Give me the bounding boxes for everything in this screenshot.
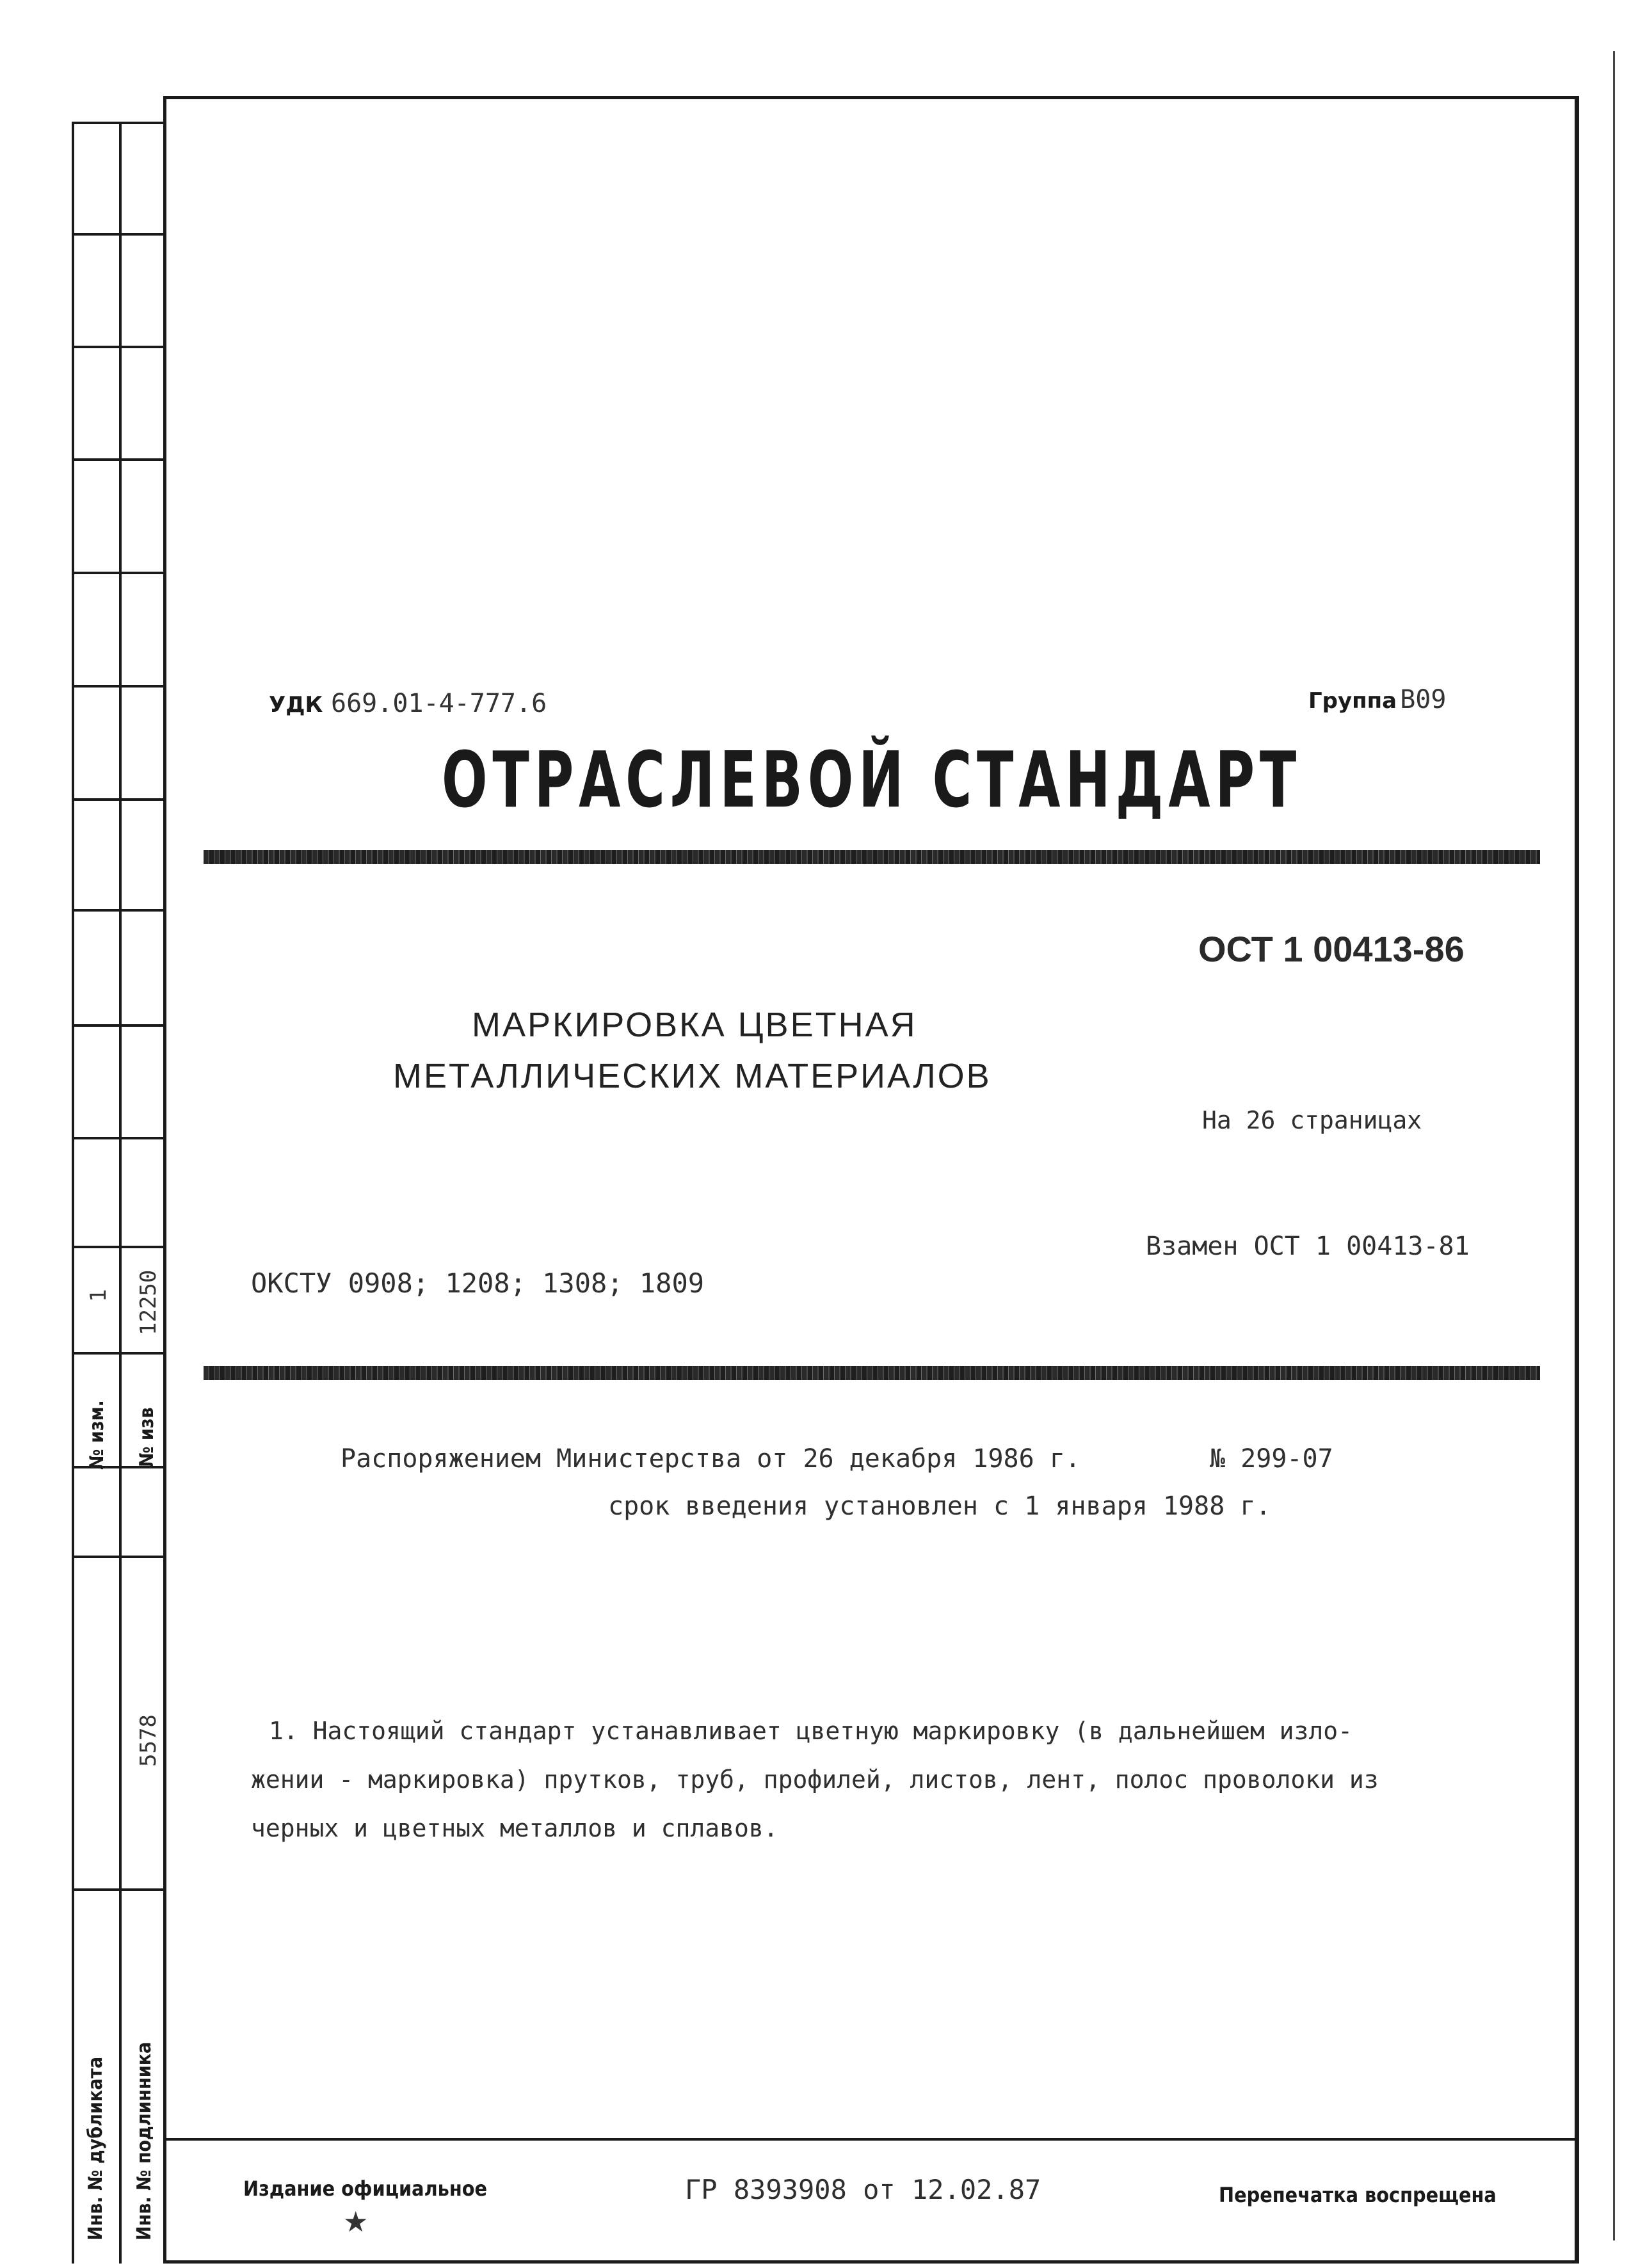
paragraph-line: 1. Настоящий стандарт устанавливает цветную маркировку (в дальнейшем изло-: [269, 1717, 1353, 1745]
page-edge-mark: [1613, 51, 1615, 2240]
star-icon: ★: [343, 2206, 369, 2239]
strip-rule: [72, 122, 166, 124]
document-title: ОТРАСЛЕВОЙ СТАНДАРТ: [442, 736, 1302, 825]
page-count: На 26 страницах: [1202, 1106, 1422, 1134]
paragraph-1: [251, 1707, 1485, 1853]
subject-line-2: МЕТАЛЛИЧЕСКИХ МАТЕРИАЛОВ: [393, 1057, 992, 1095]
strip-rule: [72, 233, 166, 236]
replaces-standard: Взамен ОСТ 1 00413-81: [1146, 1232, 1470, 1261]
strip-rule: [72, 572, 166, 574]
footer-rule: [163, 2138, 1579, 2141]
original-inventory-value: 5578: [136, 1714, 161, 1767]
order-number: № 299-07: [1210, 1444, 1333, 1474]
strip-rule: [72, 798, 166, 801]
order-line-1: Распоряжением Министерства от 26 декабря 1986 г.: [341, 1444, 1080, 1474]
oksty-codes: ОКСТУ 0908; 1208; 1308; 1809: [251, 1267, 705, 1299]
group: [1308, 685, 1446, 714]
udk: [269, 689, 547, 718]
footer-reprint-notice: Перепечатка воспрещена: [1219, 2183, 1497, 2207]
order-line-2: срок введения установлен с 1 января 1988 г.: [608, 1492, 1271, 1521]
strip-rule: [72, 1137, 166, 1139]
footer-official-edition: Издание официальное: [243, 2176, 488, 2201]
paragraph-line: жении - маркировка) прутков, труб, профилей, листов, лент, полос проволоки из: [251, 1765, 1379, 1794]
group-label: Группа: [1308, 688, 1397, 714]
paragraph-line: черных и цветных металлов и сплавов.: [251, 1814, 778, 1842]
subject-line-1: МАРКИРОВКА ЦВЕТНАЯ: [472, 1006, 917, 1044]
header-rule-bar: [204, 1366, 1540, 1380]
change-no-value: 1: [86, 1289, 111, 1302]
strip-rule: [72, 458, 166, 461]
strip-rule: [72, 685, 166, 688]
standard-designation: ОСТ 1 00413-86: [1198, 929, 1465, 969]
duplicate-inventory-label: Инв. № дубликата: [84, 2056, 107, 2240]
strip-rule: [72, 909, 166, 912]
strip-rule: [72, 1556, 166, 1558]
udk-label: УДК: [269, 692, 323, 718]
change-no-label: № изм.: [86, 1400, 108, 1470]
group-value: В09: [1400, 685, 1447, 714]
strip-rule: [72, 1888, 166, 1891]
udk-value: 669.01-4-777.6: [331, 689, 547, 718]
footer-registration: ГР 8393908 от 12.02.87: [685, 2174, 1041, 2205]
strip-rule: [72, 1024, 166, 1027]
notice-no-label: № изв: [136, 1407, 158, 1467]
strip-rule: [72, 1352, 166, 1355]
strip-rule: [72, 346, 166, 348]
title-rule-bar: [204, 850, 1540, 864]
notice-no-value: 12250: [136, 1269, 161, 1335]
strip-rule: [72, 1246, 166, 1248]
original-inventory-label: Инв. № подлинника: [133, 2041, 156, 2240]
page-frame: [163, 96, 1579, 2264]
margin-strip-divider: [119, 122, 122, 2264]
